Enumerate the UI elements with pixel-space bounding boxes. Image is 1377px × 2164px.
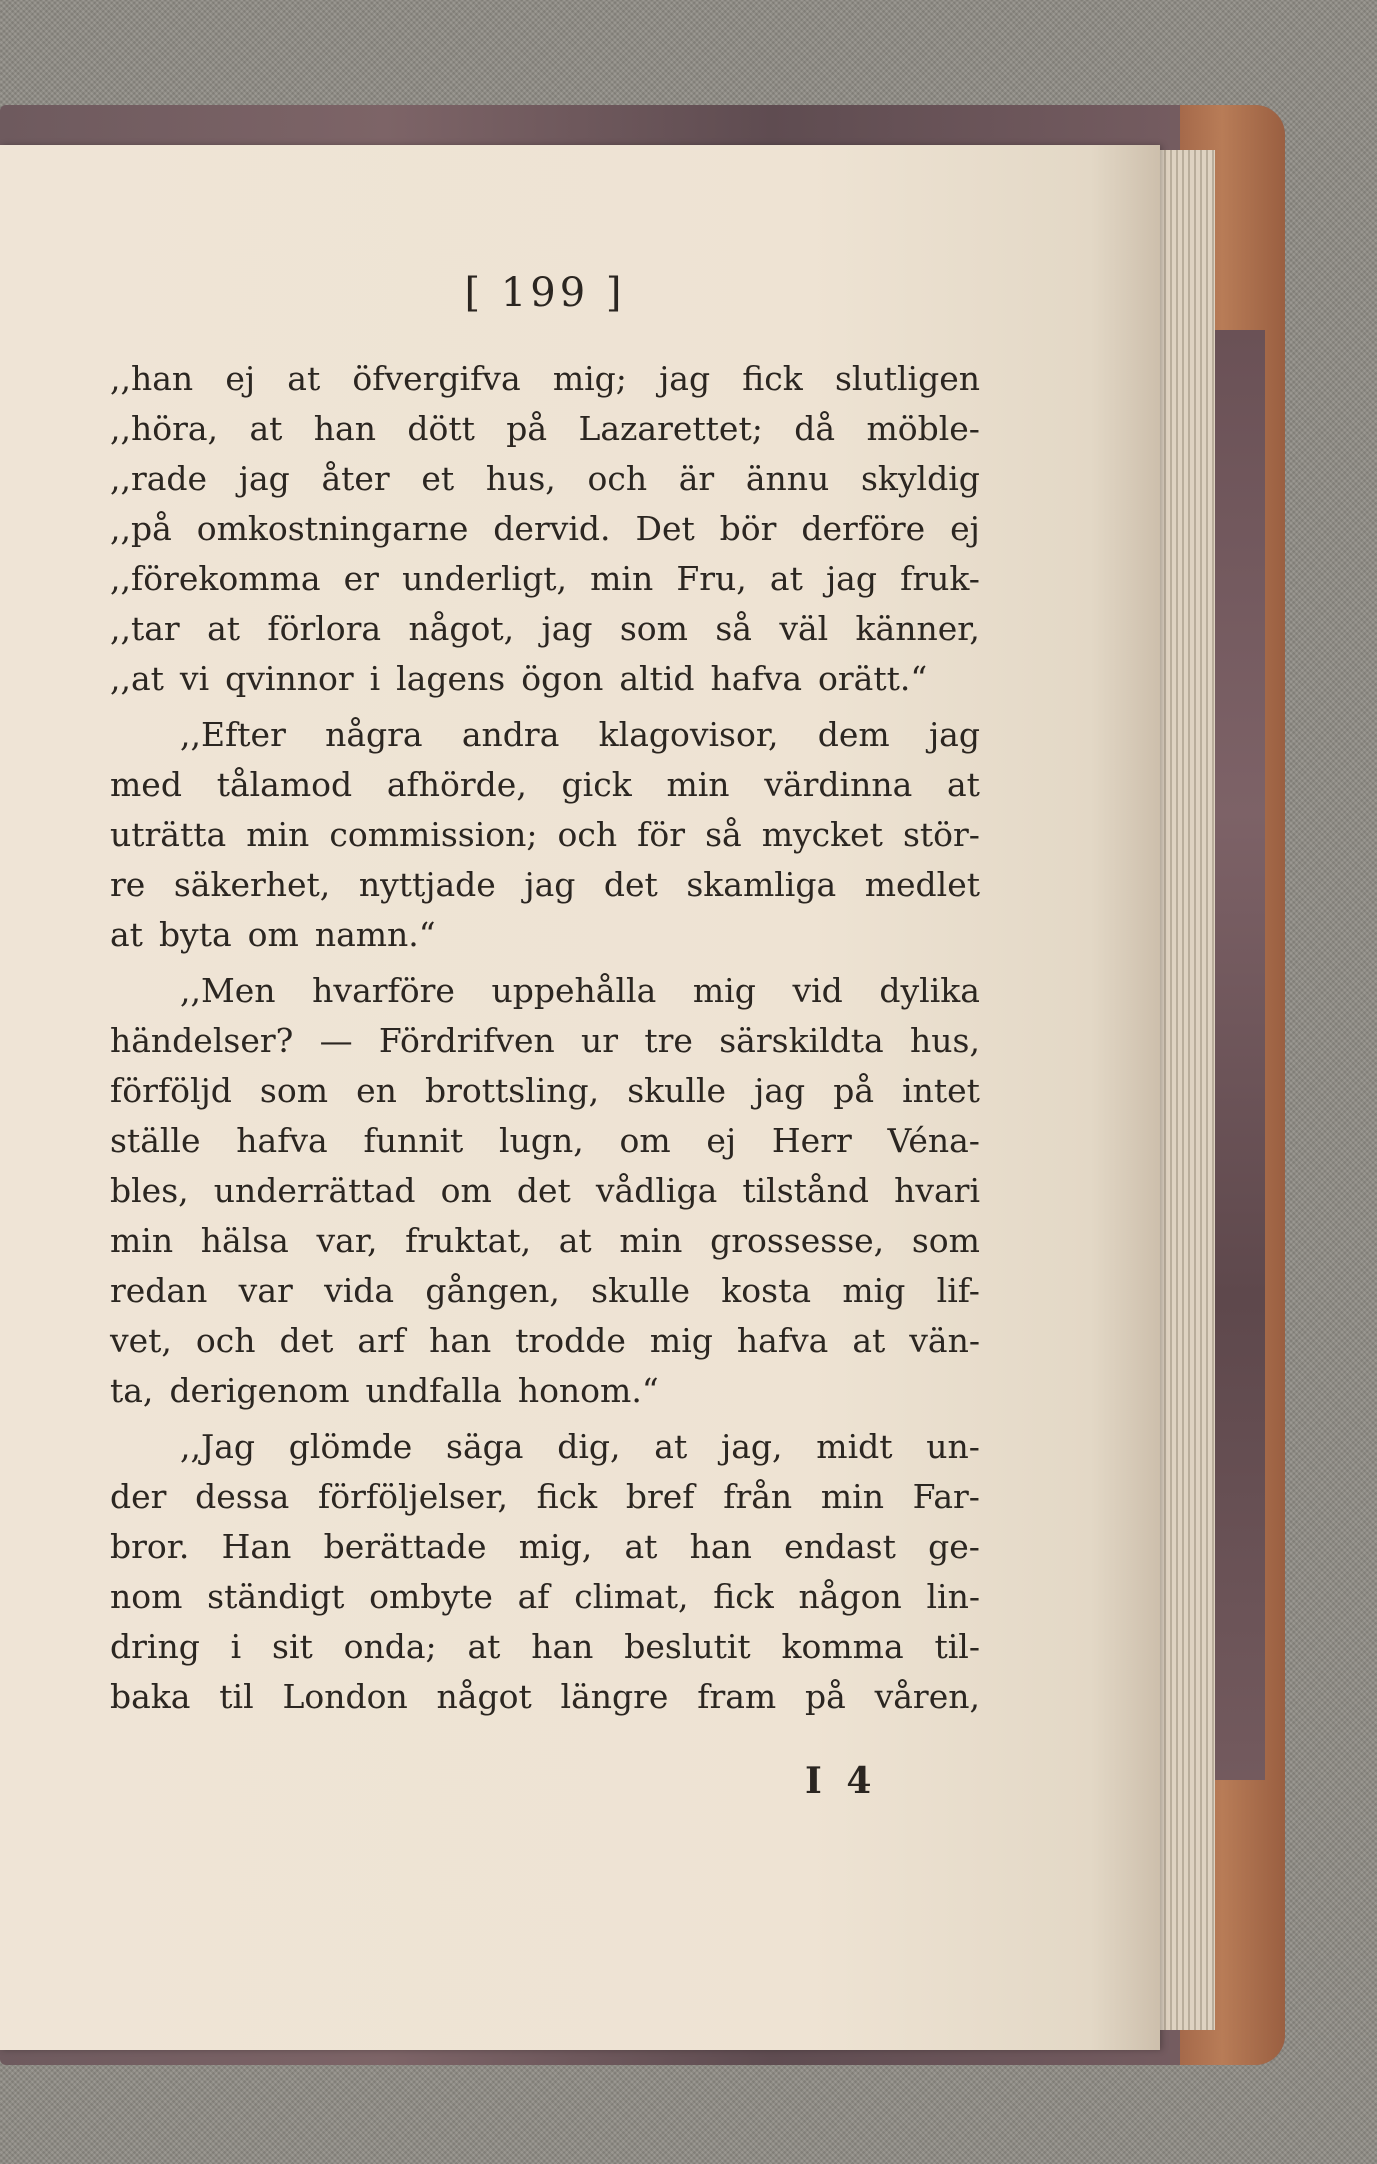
word: ej — [950, 509, 980, 548]
word: min — [820, 1477, 884, 1516]
word: förlora — [267, 609, 382, 648]
text-line — [110, 1672, 980, 1722]
word: som — [619, 609, 688, 648]
word: ej — [225, 359, 256, 398]
word: vid — [792, 971, 843, 1010]
word: at — [769, 559, 803, 598]
text-line — [110, 910, 980, 960]
word: vådliga — [595, 1171, 718, 1210]
word: tre — [644, 1021, 693, 1060]
word: at — [467, 1627, 501, 1666]
word: hus, — [485, 459, 556, 498]
word: Far- — [912, 1477, 980, 1516]
word: fruktat, — [405, 1221, 532, 1260]
word: dig, — [557, 1427, 621, 1466]
word: at — [249, 409, 283, 448]
word: bror. — [110, 1527, 190, 1566]
word: skulle — [591, 1271, 690, 1310]
word: något, — [408, 609, 515, 648]
text-line — [110, 1472, 980, 1522]
word: altid — [619, 659, 695, 698]
word: ge- — [928, 1527, 980, 1566]
word: honom.“ — [517, 1371, 659, 1410]
word: för — [637, 815, 686, 854]
word: dött — [407, 409, 475, 448]
word: arf — [357, 1321, 406, 1360]
word: dring — [110, 1627, 200, 1666]
word: en — [356, 1071, 397, 1110]
word: jag, — [721, 1427, 783, 1466]
word: til- — [934, 1627, 980, 1666]
word: jag — [524, 865, 576, 904]
word: stör- — [902, 815, 980, 854]
word: ta, — [110, 1371, 154, 1410]
word: i — [369, 659, 381, 698]
word: värdinna — [764, 765, 913, 804]
word: ej — [706, 1121, 737, 1160]
signature-mark: I 4 — [805, 1760, 878, 1802]
word: Fördrifven — [378, 1021, 555, 1060]
text-line — [110, 554, 980, 604]
word: underligt, — [402, 559, 567, 598]
word: vi — [179, 659, 210, 698]
word: berättade — [323, 1527, 487, 1566]
word: som — [911, 1221, 980, 1260]
word: glömde — [288, 1427, 413, 1466]
word: London — [282, 1677, 408, 1716]
word: Véna- — [887, 1121, 980, 1160]
word: byta — [158, 915, 232, 954]
word: mig — [842, 1271, 906, 1310]
word: ,,Men — [180, 971, 276, 1010]
word: säkerhet, — [173, 865, 331, 904]
word: fick — [713, 1577, 774, 1616]
word: afhörde, — [386, 765, 527, 804]
text-line — [110, 810, 980, 860]
text-line — [110, 1366, 980, 1416]
word: ögon — [521, 659, 604, 698]
word: skulle — [627, 1071, 727, 1110]
word: sit — [272, 1627, 313, 1666]
word: min — [110, 1221, 174, 1260]
word: jag — [825, 559, 877, 598]
word: vida — [324, 1271, 395, 1310]
word: underrättad — [213, 1171, 416, 1210]
text-line — [110, 1266, 980, 1316]
word: orätt.“ — [818, 659, 928, 698]
word: grossesse, — [710, 1221, 885, 1260]
text-line — [110, 1166, 980, 1216]
word: dervid. — [493, 509, 611, 548]
word: hvari — [894, 1171, 980, 1210]
word: midt — [816, 1427, 893, 1466]
word: ur — [581, 1021, 619, 1060]
word: det — [516, 1171, 571, 1210]
word: at — [287, 359, 321, 398]
word: då — [794, 409, 836, 448]
word: nyttjade — [358, 865, 496, 904]
word: tilstånd — [742, 1171, 869, 1210]
text-line — [110, 1216, 980, 1266]
page-text-block — [110, 270, 980, 1722]
word: som — [259, 1071, 329, 1110]
word: gången, — [425, 1271, 560, 1310]
word: lin- — [926, 1577, 980, 1616]
word: vän- — [909, 1321, 980, 1360]
word: och — [557, 815, 618, 854]
word: komma — [781, 1627, 904, 1666]
text-line — [110, 604, 980, 654]
word: Lazarettet; — [578, 409, 763, 448]
text-lines — [110, 354, 980, 1722]
word: ,,tar — [110, 609, 180, 648]
word: Han — [221, 1527, 292, 1566]
word: derigenom — [169, 1371, 350, 1410]
word: fram — [697, 1677, 777, 1716]
word: dessa — [195, 1477, 290, 1516]
word: händelser? — [110, 1021, 294, 1060]
word: om — [247, 915, 299, 954]
word: tålamod — [216, 765, 353, 804]
word: särskildta — [719, 1021, 884, 1060]
word: i — [230, 1627, 242, 1666]
word: namn.“ — [314, 915, 436, 954]
word: Herr — [771, 1121, 852, 1160]
word: trodde — [515, 1321, 626, 1360]
word: det — [603, 865, 658, 904]
text-line — [110, 1316, 980, 1366]
word: Det — [635, 509, 695, 548]
word: ställe — [110, 1121, 201, 1160]
text-line — [110, 354, 980, 404]
word: medlet — [864, 865, 980, 904]
word: er — [343, 559, 379, 598]
word: åter — [321, 459, 390, 498]
word: min — [619, 1221, 683, 1260]
word: med — [110, 765, 182, 804]
word: at — [558, 1221, 592, 1260]
word: jag — [541, 609, 593, 648]
word: hafva — [736, 1321, 829, 1360]
word: ,,på — [110, 509, 172, 548]
word: af — [517, 1577, 550, 1616]
word: uträtta — [110, 815, 227, 854]
word: redan — [110, 1271, 208, 1310]
word: til — [219, 1677, 254, 1716]
word: — — [319, 1021, 353, 1060]
word: känner, — [855, 609, 980, 648]
word: ,,rade — [110, 459, 208, 498]
text-line — [110, 966, 980, 1016]
word: min — [590, 559, 654, 598]
word: det — [279, 1321, 334, 1360]
word: at — [946, 765, 980, 804]
word: hafva — [710, 659, 803, 698]
word: ,,han — [110, 359, 194, 398]
word: var — [238, 1271, 293, 1310]
word: endast — [784, 1527, 896, 1566]
word: bref — [625, 1477, 695, 1516]
word: möble- — [866, 409, 980, 448]
word: ,,Jag — [180, 1427, 256, 1466]
word: beslutit — [624, 1627, 751, 1666]
word: och — [195, 1321, 256, 1360]
word: min — [666, 765, 730, 804]
word: om — [440, 1171, 492, 1210]
word: så — [705, 815, 742, 854]
word: från — [723, 1477, 793, 1516]
word: väl — [779, 609, 829, 648]
word: säga — [446, 1427, 524, 1466]
word: uppehålla — [491, 971, 657, 1010]
word: mig; — [552, 359, 627, 398]
word: at — [110, 915, 143, 954]
word: omkostningarne — [196, 509, 469, 548]
word: ,,höra, — [110, 409, 219, 448]
word: skamliga — [686, 865, 837, 904]
word: förföljelser, — [318, 1477, 508, 1516]
word: jag — [754, 1071, 806, 1110]
text-line — [110, 1066, 980, 1116]
text-line — [110, 860, 980, 910]
text-line — [110, 654, 980, 704]
word: något — [436, 1677, 532, 1716]
word: mig — [692, 971, 756, 1010]
text-line — [110, 760, 980, 810]
word: at — [852, 1321, 886, 1360]
word: intet — [902, 1071, 980, 1110]
word: några — [325, 715, 423, 754]
word: han — [313, 409, 376, 448]
text-line — [110, 1522, 980, 1572]
word: fick — [536, 1477, 598, 1516]
word: lif- — [936, 1271, 980, 1310]
word: der — [110, 1477, 167, 1516]
word: baka — [110, 1677, 191, 1716]
text-line — [110, 1572, 980, 1622]
word: climat, — [574, 1577, 689, 1616]
word: ,,at — [110, 659, 164, 698]
word: mycket — [761, 815, 883, 854]
word: undfalla — [365, 1371, 502, 1410]
word: jag — [238, 459, 290, 498]
word: min — [246, 815, 310, 854]
word: mig — [649, 1321, 713, 1360]
text-line — [110, 454, 980, 504]
word: jag — [659, 359, 711, 398]
word: om — [619, 1121, 671, 1160]
word: ombyte — [369, 1577, 493, 1616]
word: ,,förekomma — [110, 559, 321, 598]
word: var, — [316, 1221, 378, 1260]
word: at — [654, 1427, 688, 1466]
word: lugn, — [499, 1121, 584, 1160]
word: et — [421, 459, 455, 498]
word: at — [207, 609, 240, 648]
word: derföre — [801, 509, 926, 548]
word: på — [805, 1677, 846, 1716]
word: funnit — [363, 1121, 464, 1160]
word: hafva — [236, 1121, 328, 1160]
word: så — [715, 609, 752, 648]
word: lagens — [396, 659, 506, 698]
word: Fru, — [676, 559, 747, 598]
word: jag — [928, 715, 980, 754]
word: fruk- — [900, 559, 980, 598]
word: gick — [561, 765, 632, 804]
word: hälsa — [200, 1221, 289, 1260]
word: dem — [817, 715, 890, 754]
word: ständigt — [207, 1577, 345, 1616]
text-line — [110, 504, 980, 554]
word: hus, — [910, 1021, 980, 1060]
page-number-header: [ 199 ] — [464, 270, 626, 316]
word: på — [506, 409, 548, 448]
text-line — [110, 1116, 980, 1166]
word: at — [624, 1527, 658, 1566]
word: kosta — [721, 1271, 812, 1310]
word: bles, — [110, 1171, 189, 1210]
word: och — [587, 459, 648, 498]
word: brottsling, — [424, 1071, 600, 1110]
word: någon — [798, 1577, 902, 1616]
word: vet, — [110, 1321, 172, 1360]
word: fick — [742, 359, 803, 398]
text-line — [110, 710, 980, 760]
word: ,,Efter — [180, 715, 286, 754]
text-line — [110, 1422, 980, 1472]
word: andra — [461, 715, 560, 754]
word: är — [678, 459, 715, 498]
word: qvinnor — [225, 659, 354, 698]
word: öfvergifva — [352, 359, 521, 398]
word: längre — [560, 1677, 669, 1716]
word: commission; — [329, 815, 538, 854]
word: förföljd — [110, 1071, 232, 1110]
word: un- — [926, 1427, 980, 1466]
word: skyldig — [860, 459, 980, 498]
word: han — [689, 1527, 752, 1566]
word: han — [531, 1627, 594, 1666]
text-line — [110, 1622, 980, 1672]
word: onda; — [343, 1627, 437, 1666]
word: bör — [719, 509, 777, 548]
word: dylika — [879, 971, 980, 1010]
text-line — [110, 404, 980, 454]
word: ännu — [745, 459, 830, 498]
word: re — [110, 865, 146, 904]
word: klagovisor, — [598, 715, 779, 754]
word: han — [429, 1321, 492, 1360]
word: slutligen — [834, 359, 980, 398]
word: nom — [110, 1577, 183, 1616]
word: våren, — [874, 1677, 980, 1716]
word: hvarföre — [312, 971, 455, 1010]
word: mig, — [518, 1527, 593, 1566]
text-line — [110, 1016, 980, 1066]
word: på — [833, 1071, 875, 1110]
